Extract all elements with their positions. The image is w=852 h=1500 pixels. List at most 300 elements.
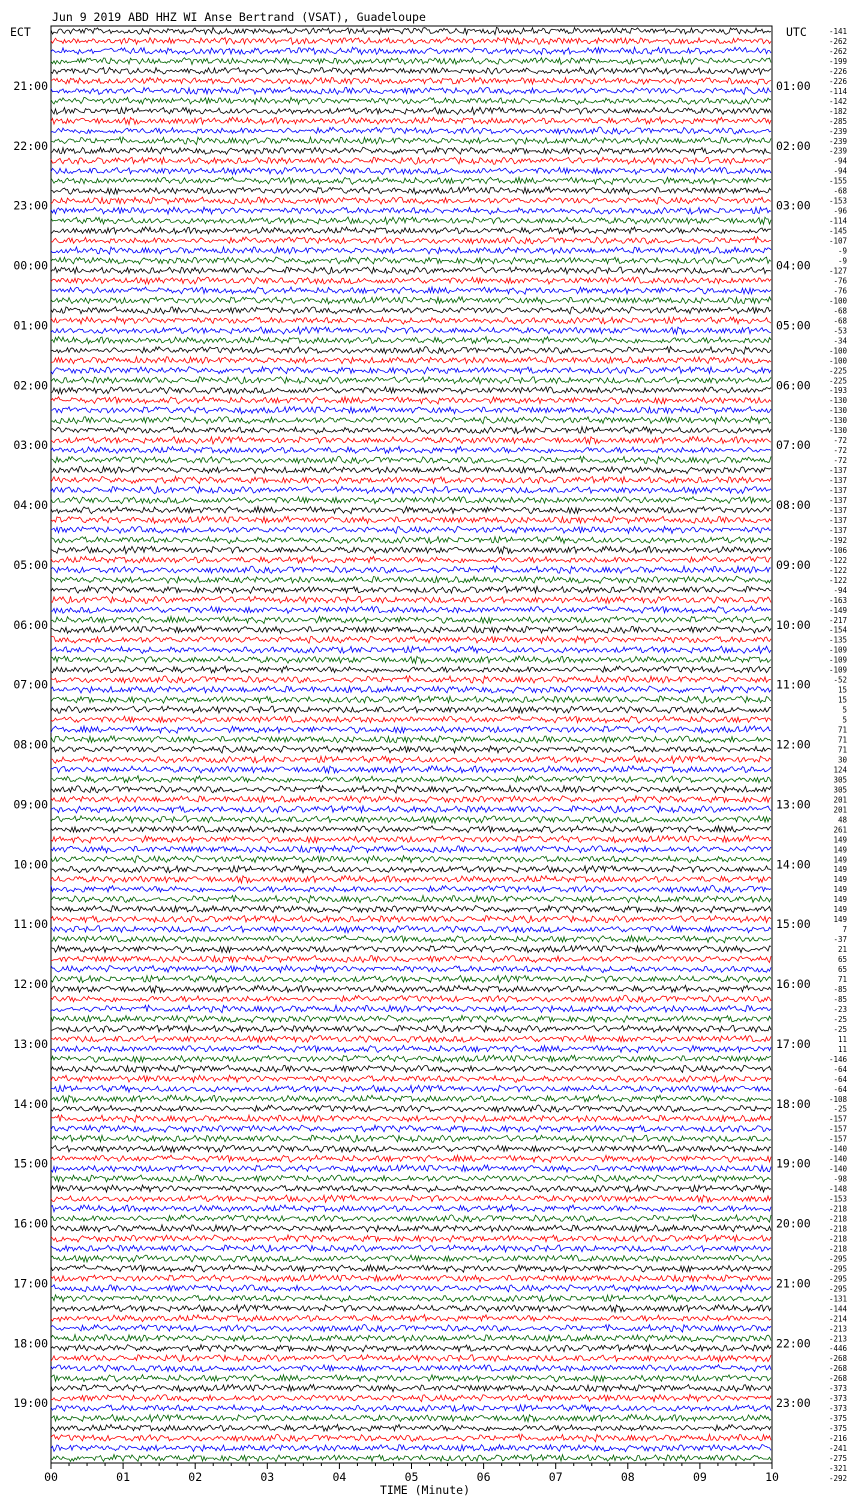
trace-row bbox=[51, 1434, 771, 1442]
trace-row bbox=[51, 127, 771, 134]
trace-row bbox=[51, 197, 771, 204]
trace-row bbox=[51, 337, 771, 344]
trace-row bbox=[51, 387, 771, 394]
trace-row bbox=[51, 806, 771, 813]
row-offset-value: -37 bbox=[833, 935, 847, 945]
trace-row bbox=[51, 1095, 771, 1102]
row-offset-value: -140 bbox=[828, 1164, 847, 1174]
row-offset-value: -107 bbox=[828, 236, 847, 246]
row-offset-value: -373 bbox=[828, 1384, 847, 1394]
row-offset-value: 48 bbox=[837, 815, 847, 825]
row-offset-value: -275 bbox=[828, 1454, 847, 1464]
x-tick-label: 04 bbox=[332, 1470, 347, 1484]
trace-row bbox=[51, 1005, 771, 1013]
trace-row bbox=[51, 1115, 771, 1122]
row-offset-value: 65 bbox=[837, 955, 847, 965]
row-offset-value: -100 bbox=[828, 356, 847, 366]
trace-row bbox=[51, 187, 771, 194]
trace-row bbox=[51, 107, 771, 114]
row-offset-value: -64 bbox=[833, 1084, 847, 1094]
trace-row bbox=[51, 666, 771, 673]
row-offset-value: -68 bbox=[833, 316, 847, 326]
trace-row bbox=[51, 1145, 771, 1152]
trace-row bbox=[51, 1455, 771, 1462]
x-tick-label: 03 bbox=[260, 1470, 275, 1484]
row-offset-value: -53 bbox=[833, 326, 847, 336]
row-offset-value: 65 bbox=[837, 965, 847, 975]
trace-row bbox=[51, 207, 771, 214]
right-hour-label: 07:00 bbox=[776, 438, 811, 453]
row-offset-value: -137 bbox=[828, 466, 847, 476]
left-hour-label: 22:00 bbox=[13, 138, 48, 153]
trace-row bbox=[51, 586, 771, 593]
trace-row bbox=[51, 1015, 771, 1022]
trace-row bbox=[51, 966, 771, 973]
row-offset-value: -72 bbox=[833, 436, 847, 446]
right-hour-label: 13:00 bbox=[776, 797, 811, 812]
trace-row bbox=[51, 456, 771, 464]
x-tick-label: 06 bbox=[476, 1470, 491, 1484]
trace-row bbox=[51, 766, 771, 773]
trace-row bbox=[51, 626, 771, 633]
row-offset-value: -114 bbox=[828, 216, 847, 226]
trace-row bbox=[51, 1215, 771, 1222]
trace-row bbox=[51, 526, 771, 533]
left-hour-label: 13:00 bbox=[13, 1036, 48, 1051]
trace-row bbox=[51, 516, 771, 523]
row-offset-value: -137 bbox=[828, 515, 847, 525]
left-hour-label: 06:00 bbox=[13, 617, 48, 632]
trace-row bbox=[51, 616, 771, 623]
row-offset-value: 15 bbox=[837, 695, 847, 705]
right-hour-label: 08:00 bbox=[776, 498, 811, 512]
left-hour-label: 23:00 bbox=[13, 198, 48, 213]
trace-row bbox=[51, 1335, 771, 1342]
right-hour-label: 05:00 bbox=[776, 318, 811, 333]
row-offset-value: 71 bbox=[837, 725, 847, 735]
row-offset-value: -157 bbox=[828, 1114, 847, 1124]
trace-row bbox=[51, 37, 771, 44]
row-offset-value: -141 bbox=[828, 26, 847, 36]
trace-row bbox=[51, 367, 771, 374]
trace-row bbox=[51, 1235, 771, 1242]
trace-row bbox=[51, 1385, 771, 1392]
trace-row bbox=[51, 1305, 771, 1312]
row-offset-value: 21 bbox=[837, 945, 847, 955]
trace-row bbox=[51, 467, 771, 474]
trace-row bbox=[51, 606, 771, 613]
trace-row bbox=[51, 716, 771, 723]
trace-row bbox=[51, 537, 771, 544]
left-timezone-label: ECT bbox=[10, 25, 31, 39]
row-offset-value: -182 bbox=[828, 106, 847, 116]
right-hour-label: 02:00 bbox=[776, 138, 811, 153]
trace-row bbox=[51, 1195, 771, 1202]
row-offset-value: 149 bbox=[833, 835, 847, 845]
row-offset-value: -64 bbox=[833, 1074, 847, 1084]
row-offset-value: 149 bbox=[833, 875, 847, 885]
x-axis bbox=[44, 1463, 779, 1484]
trace-row bbox=[51, 1265, 771, 1272]
right-hour-label: 04:00 bbox=[776, 258, 811, 273]
right-hour-label: 16:00 bbox=[776, 977, 811, 991]
trace-row bbox=[51, 1025, 771, 1032]
row-offset-value: -321 bbox=[828, 1463, 847, 1473]
row-offset-value: -108 bbox=[828, 1094, 847, 1104]
row-offset-value: -217 bbox=[828, 615, 847, 625]
right-hour-label: 15:00 bbox=[776, 917, 811, 932]
row-offset-value: -262 bbox=[828, 36, 847, 46]
row-offset-value: -142 bbox=[828, 96, 847, 106]
row-offset-value: -72 bbox=[833, 456, 847, 466]
right-hour-label: 12:00 bbox=[776, 737, 811, 752]
row-offset-value: -127 bbox=[828, 266, 847, 276]
row-offset-value: -122 bbox=[828, 565, 847, 575]
row-offset-value: -94 bbox=[833, 585, 847, 595]
row-offset-value: -157 bbox=[828, 1134, 847, 1144]
trace-row bbox=[51, 1125, 771, 1132]
row-offset-value: -375 bbox=[828, 1424, 847, 1434]
trace-row bbox=[51, 247, 771, 254]
left-hour-label: 19:00 bbox=[13, 1396, 48, 1411]
trace-row bbox=[51, 976, 771, 983]
row-offset-value: -52 bbox=[833, 675, 847, 685]
row-offset-value: 71 bbox=[837, 975, 847, 985]
row-offset-value: -131 bbox=[828, 1294, 847, 1304]
trace-row bbox=[51, 676, 771, 684]
trace-row bbox=[51, 1155, 771, 1162]
left-hour-label: 14:00 bbox=[13, 1096, 48, 1111]
row-offset-value: -109 bbox=[828, 655, 847, 665]
row-offset-value: -226 bbox=[828, 66, 847, 76]
row-offset-value: -218 bbox=[828, 1224, 847, 1234]
trace-row bbox=[51, 696, 771, 703]
row-offset-value: -213 bbox=[828, 1324, 847, 1334]
row-offset-value: -225 bbox=[828, 376, 847, 386]
row-offset-value: -68 bbox=[833, 306, 847, 316]
trace-row bbox=[51, 1036, 771, 1043]
left-hour-label: 09:00 bbox=[13, 797, 48, 812]
left-hour-label: 04:00 bbox=[13, 498, 48, 512]
trace-row bbox=[51, 507, 771, 514]
trace-row bbox=[51, 327, 771, 334]
row-offset-value: -100 bbox=[828, 346, 847, 356]
right-hour-label: 11:00 bbox=[776, 677, 811, 692]
row-offset-value: 201 bbox=[833, 805, 847, 815]
trace-row bbox=[51, 407, 771, 414]
row-offset-value: -25 bbox=[833, 1024, 847, 1034]
row-offset-value: -137 bbox=[828, 486, 847, 496]
trace-row bbox=[51, 1065, 771, 1072]
row-offset-value: -34 bbox=[833, 336, 847, 346]
trace-row bbox=[51, 417, 771, 424]
right-hour-label: 20:00 bbox=[776, 1216, 811, 1231]
row-offset-value: -72 bbox=[833, 446, 847, 456]
row-offset-value: -375 bbox=[828, 1414, 847, 1424]
row-offset-value: -25 bbox=[833, 1104, 847, 1114]
right-hour-label: 14:00 bbox=[776, 857, 811, 872]
left-hour-labels bbox=[13, 79, 48, 1410]
trace-row bbox=[51, 1085, 771, 1092]
row-offset-value: -100 bbox=[828, 296, 847, 306]
row-offset-value: 11 bbox=[837, 1034, 847, 1044]
row-offset-value: -193 bbox=[828, 386, 847, 396]
right-timezone-label: UTC bbox=[786, 25, 807, 39]
trace-row bbox=[51, 656, 771, 663]
row-offset-value: -137 bbox=[828, 505, 847, 515]
left-hour-label: 00:00 bbox=[13, 258, 48, 273]
row-offset-value: -239 bbox=[828, 126, 847, 136]
trace-row bbox=[51, 1245, 771, 1252]
trace-row bbox=[51, 157, 771, 164]
trace-row bbox=[51, 78, 771, 85]
trace-row bbox=[51, 866, 771, 873]
row-offset-value: -154 bbox=[828, 625, 847, 635]
trace-row bbox=[51, 796, 771, 803]
trace-row bbox=[51, 347, 771, 354]
trace-row bbox=[51, 287, 771, 294]
row-offset-value: -295 bbox=[828, 1254, 847, 1264]
row-offset-value: -23 bbox=[833, 1004, 847, 1014]
trace-row bbox=[51, 1325, 771, 1333]
row-offset-value: -373 bbox=[828, 1404, 847, 1414]
left-hour-label: 21:00 bbox=[13, 78, 48, 93]
row-offset-value: -137 bbox=[828, 525, 847, 535]
row-offset-value: 201 bbox=[833, 795, 847, 805]
row-offset-value: -85 bbox=[833, 994, 847, 1004]
row-offset-value: -149 bbox=[828, 605, 847, 615]
trace-row bbox=[51, 836, 771, 843]
trace-row bbox=[51, 736, 771, 743]
left-hour-label: 07:00 bbox=[13, 677, 48, 692]
trace-row bbox=[51, 1355, 771, 1362]
row-offset-value: -295 bbox=[828, 1284, 847, 1294]
trace-row bbox=[51, 1415, 771, 1422]
trace-row bbox=[51, 167, 771, 174]
trace-row bbox=[51, 576, 771, 583]
trace-row bbox=[51, 995, 771, 1002]
left-hour-label: 01:00 bbox=[13, 318, 48, 333]
row-offset-value: -122 bbox=[828, 575, 847, 585]
trace-row bbox=[51, 1445, 771, 1452]
left-hour-label: 15:00 bbox=[13, 1156, 48, 1171]
trace-row bbox=[51, 217, 771, 224]
trace-row bbox=[51, 826, 771, 833]
trace-row bbox=[51, 297, 771, 304]
trace-row bbox=[51, 876, 771, 883]
row-offset-value: -140 bbox=[828, 1144, 847, 1154]
trace-row bbox=[51, 177, 771, 184]
trace-row bbox=[51, 487, 771, 494]
x-tick-label: 02 bbox=[188, 1470, 203, 1484]
left-hour-label: 10:00 bbox=[13, 857, 48, 872]
row-offset-value: -155 bbox=[828, 176, 847, 186]
row-offset-value: 71 bbox=[837, 745, 847, 755]
x-axis-label: TIME (Minute) bbox=[379, 1483, 471, 1497]
row-offset-value: 5 bbox=[842, 715, 847, 725]
trace-row bbox=[51, 97, 771, 104]
right-hour-label: 19:00 bbox=[776, 1156, 811, 1171]
trace-row bbox=[51, 397, 771, 404]
left-hour-label: 08:00 bbox=[13, 737, 48, 752]
row-offset-value: -25 bbox=[833, 1014, 847, 1024]
trace-row bbox=[51, 1045, 771, 1052]
row-offset-value: -218 bbox=[828, 1244, 847, 1254]
row-offset-value: -68 bbox=[833, 186, 847, 196]
row-offset-value: -98 bbox=[833, 1174, 847, 1184]
row-offset-value: -226 bbox=[828, 76, 847, 86]
trace-row bbox=[51, 1205, 771, 1212]
row-offset-value: -137 bbox=[828, 476, 847, 486]
trace-row bbox=[51, 257, 771, 264]
row-offset-value: 261 bbox=[833, 825, 847, 835]
right-hour-labels bbox=[776, 79, 811, 1410]
x-tick-label: 10 bbox=[765, 1470, 779, 1484]
left-hour-label: 12:00 bbox=[13, 977, 48, 991]
row-offset-value: -218 bbox=[828, 1234, 847, 1244]
left-hour-label: 18:00 bbox=[13, 1336, 48, 1351]
trace-row bbox=[51, 596, 771, 603]
right-hour-label: 21:00 bbox=[776, 1276, 811, 1291]
row-offset-value: -241 bbox=[828, 1444, 847, 1454]
trace-row bbox=[51, 906, 771, 913]
trace-row bbox=[51, 926, 771, 933]
trace-row bbox=[51, 1424, 771, 1431]
row-offset-value: 149 bbox=[833, 865, 847, 875]
trace-row bbox=[51, 446, 771, 453]
trace-row bbox=[51, 896, 771, 903]
row-offset-value: 149 bbox=[833, 915, 847, 925]
row-offset-value: -285 bbox=[828, 116, 847, 126]
trace-row bbox=[51, 1135, 771, 1142]
trace-row bbox=[51, 237, 771, 244]
left-hour-label: 16:00 bbox=[13, 1216, 48, 1231]
row-offset-value: -145 bbox=[828, 226, 847, 236]
trace-row bbox=[51, 47, 771, 54]
trace-row bbox=[51, 477, 771, 484]
right-hour-label: 01:00 bbox=[776, 78, 811, 93]
trace-row bbox=[51, 985, 771, 992]
row-offset-value: -140 bbox=[828, 1154, 847, 1164]
right-hour-label: 17:00 bbox=[776, 1036, 811, 1051]
row-offset-value: -268 bbox=[828, 1354, 847, 1364]
row-offset-value: -295 bbox=[828, 1264, 847, 1274]
plot-title: Jun 9 2019 ABD HHZ WI Anse Bertrand (VSAT), Guadeloupe bbox=[52, 10, 426, 24]
row-offset-value: 5 bbox=[842, 705, 847, 715]
trace-row bbox=[51, 1315, 771, 1322]
right-hour-label: 18:00 bbox=[776, 1096, 811, 1111]
trace-row bbox=[51, 636, 771, 643]
row-offset-value: -163 bbox=[828, 595, 847, 605]
left-hour-label: 03:00 bbox=[13, 438, 48, 453]
trace-row bbox=[51, 227, 771, 234]
right-hour-label: 22:00 bbox=[776, 1336, 811, 1351]
trace-row bbox=[51, 1365, 771, 1372]
row-offset-value: 30 bbox=[837, 755, 847, 765]
trace-row bbox=[51, 497, 771, 504]
row-offset-value: -64 bbox=[833, 1064, 847, 1074]
trace-row bbox=[51, 317, 771, 324]
trace-row bbox=[51, 67, 771, 74]
row-offset-value: 71 bbox=[837, 735, 847, 745]
trace-row bbox=[51, 916, 771, 923]
trace-row bbox=[51, 786, 771, 793]
trace-row bbox=[51, 1075, 771, 1082]
row-offset-value: -153 bbox=[828, 1194, 847, 1204]
trace-row bbox=[51, 1285, 771, 1292]
trace-row bbox=[51, 1295, 771, 1302]
row-offset-values bbox=[829, 27, 848, 1483]
trace-row bbox=[51, 956, 771, 963]
row-offset-value: 149 bbox=[833, 845, 847, 855]
row-offset-value: 149 bbox=[833, 905, 847, 915]
row-offset-value: -239 bbox=[828, 146, 847, 156]
row-offset-value: -94 bbox=[833, 156, 847, 166]
row-offset-value: 149 bbox=[833, 895, 847, 905]
row-offset-value: -94 bbox=[833, 166, 847, 176]
left-hour-label: 17:00 bbox=[13, 1276, 48, 1291]
row-offset-value: -130 bbox=[828, 416, 847, 426]
trace-row bbox=[51, 706, 771, 713]
trace-row bbox=[51, 117, 771, 124]
x-tick-label: 09 bbox=[692, 1470, 707, 1484]
x-tick-label: 01 bbox=[116, 1470, 131, 1484]
row-offset-value: -153 bbox=[828, 196, 847, 206]
trace-row bbox=[51, 1225, 771, 1232]
row-offset-value: -268 bbox=[828, 1374, 847, 1384]
trace-row bbox=[51, 87, 771, 94]
row-offset-value: -268 bbox=[828, 1364, 847, 1374]
row-offset-value: -148 bbox=[828, 1184, 847, 1194]
x-tick-label: 07 bbox=[548, 1470, 563, 1484]
trace-row bbox=[51, 1255, 771, 1262]
trace-row bbox=[51, 1395, 771, 1402]
trace-row bbox=[51, 936, 771, 943]
trace-row bbox=[51, 1105, 771, 1112]
row-offset-value: -225 bbox=[828, 366, 847, 376]
row-offset-value: -85 bbox=[833, 984, 847, 994]
trace-row bbox=[51, 267, 771, 274]
row-offset-value: -239 bbox=[828, 136, 847, 146]
row-offset-value: -137 bbox=[828, 496, 847, 506]
row-offset-value: -130 bbox=[828, 396, 847, 406]
trace-row bbox=[51, 58, 771, 65]
trace-row bbox=[51, 885, 771, 892]
left-hour-label: 11:00 bbox=[13, 917, 48, 932]
trace-row bbox=[51, 1275, 771, 1282]
row-offset-value: -9 bbox=[837, 256, 847, 266]
trace-row bbox=[51, 1405, 771, 1412]
row-offset-value: -446 bbox=[828, 1344, 847, 1354]
row-offset-value: -96 bbox=[833, 206, 847, 216]
right-hour-label: 06:00 bbox=[776, 378, 811, 393]
trace-row bbox=[51, 357, 771, 364]
row-offset-value: -146 bbox=[828, 1054, 847, 1064]
trace-row bbox=[51, 686, 771, 693]
trace-row bbox=[51, 1175, 771, 1182]
right-hour-label: 10:00 bbox=[776, 617, 811, 632]
x-tick-label: 00 bbox=[44, 1470, 58, 1484]
trace-row bbox=[51, 556, 771, 563]
trace-row bbox=[51, 27, 771, 34]
row-offset-value: -262 bbox=[828, 46, 847, 56]
trace-row bbox=[51, 546, 771, 553]
row-offset-value: -144 bbox=[828, 1304, 847, 1314]
trace-row bbox=[51, 646, 771, 653]
row-offset-value: 149 bbox=[833, 885, 847, 895]
row-offset-value: -192 bbox=[828, 535, 847, 545]
seismic-traces bbox=[51, 27, 771, 1461]
